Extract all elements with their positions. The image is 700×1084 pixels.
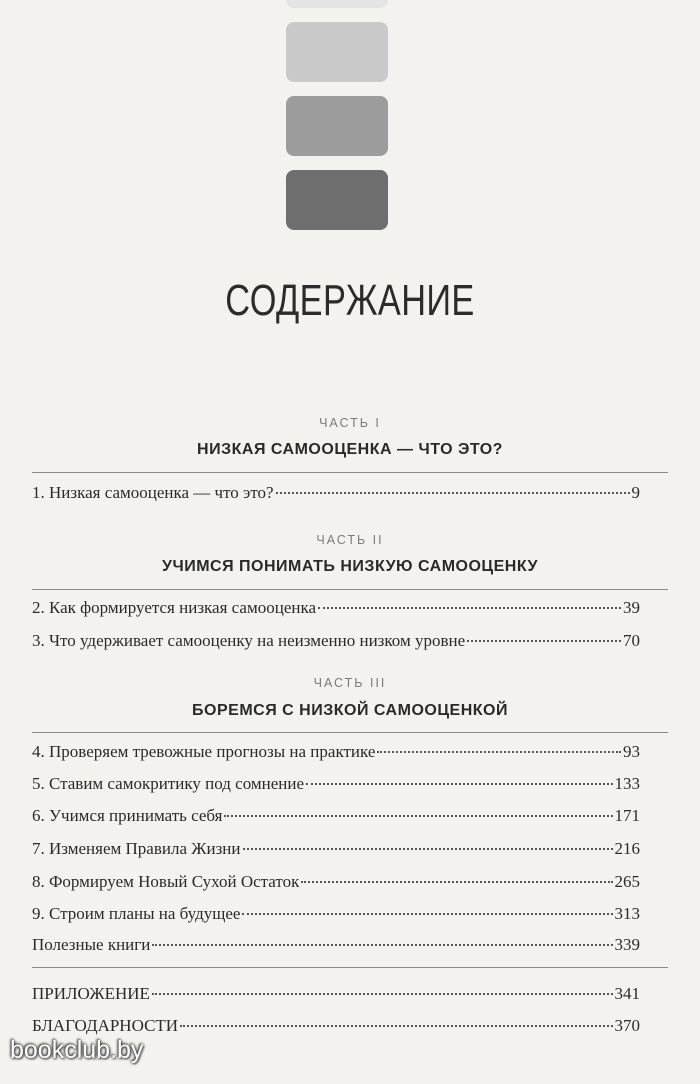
entry-page: 9 [631, 483, 640, 502]
part-1-title: НИЗКАЯ САМООЦЕНКА — ЧТО ЭТО? [197, 441, 503, 458]
toc-entry[interactable] [32, 482, 640, 504]
dot-leader [306, 783, 612, 785]
divider [32, 732, 668, 733]
entry-page: 171 [614, 806, 640, 825]
entry-title: 9. Строим планы на будущее [32, 904, 241, 923]
toc-entry[interactable] [32, 773, 640, 795]
entry-page: 341 [614, 984, 640, 1003]
dot-leader [180, 1025, 612, 1027]
dot-leader [377, 751, 621, 753]
toc-entry[interactable] [32, 903, 640, 925]
entry-title: 5. Ставим самокритику под сомнение [32, 774, 305, 793]
toc-entry[interactable] [32, 741, 640, 763]
toc-entry[interactable] [32, 597, 640, 619]
entry-page: 70 [623, 631, 640, 650]
decor-square-3 [286, 96, 388, 156]
entry-page: 313 [614, 904, 640, 923]
toc-entry[interactable] [32, 838, 640, 860]
dot-leader [224, 815, 612, 817]
toc-title: СОДЕРЖАНИЕ [225, 276, 475, 325]
toc-entry[interactable] [32, 934, 640, 956]
decor-square-4 [286, 170, 388, 230]
part-2-label: ЧАСТЬ II [316, 533, 384, 547]
entry-page: 370 [614, 1016, 640, 1035]
decor-square-1 [286, 0, 388, 8]
entry-page: 216 [614, 839, 640, 858]
entry-title: Полезные книги [32, 935, 151, 954]
entry-title: 3. Что удерживает самооценку на неизменно низком уровне [32, 631, 466, 650]
entry-page: 265 [614, 872, 640, 891]
entry-title: 6. Учимся принимать себя [32, 806, 223, 825]
dot-leader [276, 492, 630, 494]
entry-page: 133 [614, 774, 640, 793]
entry-title: БЛАГОДАРНОСТИ [32, 1016, 179, 1035]
watermark: bookclub.by [10, 1036, 144, 1064]
dot-leader [242, 913, 612, 915]
divider [32, 967, 668, 968]
toc-entry[interactable] [32, 983, 640, 1005]
entry-title: 8. Формируем Новый Сухой Остаток [32, 872, 300, 891]
entry-title: 1. Низкая самооценка — что это? [32, 483, 274, 502]
part-1-label: ЧАСТЬ I [319, 416, 381, 430]
part-2-title: УЧИМСЯ ПОНИМАТЬ НИЗКУЮ САМООЦЕНКУ [162, 558, 538, 575]
decor-square-2 [286, 22, 388, 82]
entry-title: ПРИЛОЖЕНИЕ [32, 984, 150, 1003]
dot-leader [467, 640, 621, 642]
entry-title: 2. Как формируется низкая самооценка [32, 598, 317, 617]
dot-leader [152, 944, 612, 946]
divider [32, 589, 668, 590]
dot-leader [301, 881, 612, 883]
entry-page: 39 [623, 598, 640, 617]
toc-entry[interactable] [32, 1015, 640, 1037]
entry-page: 339 [614, 935, 640, 954]
part-3-title: БОРЕМСЯ С НИЗКОЙ САМООЦЕНКОЙ [192, 702, 508, 719]
divider [32, 472, 668, 473]
entry-title: 7. Изменяем Правила Жизни [32, 839, 241, 858]
entry-title: 4. Проверяем тревожные прогнозы на практике [32, 742, 376, 761]
dot-leader [318, 607, 621, 609]
dot-leader [152, 993, 613, 995]
toc-entry[interactable] [32, 630, 640, 652]
entry-page: 93 [623, 742, 640, 761]
toc-entry[interactable] [32, 805, 640, 827]
dot-leader [243, 848, 613, 850]
part-3-label: ЧАСТЬ III [313, 676, 387, 690]
toc-entry[interactable] [32, 871, 640, 893]
